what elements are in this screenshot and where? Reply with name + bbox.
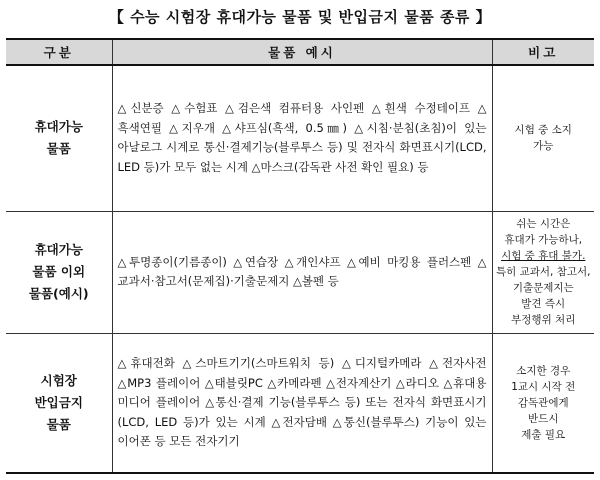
- note-line: 발견 즉시: [521, 298, 566, 310]
- category-cell: [6, 211, 112, 333]
- category-line: 시험장: [40, 372, 77, 388]
- note-line-underlined: 시험 중 휴대 불가.: [501, 250, 586, 262]
- table-row: [6, 211, 594, 333]
- items-cell: △신분증 △수험표 △검은색 컴퓨터용 사인펜 △흰색 수정테이프 △흑색연필 △지우개 △샤프심(흑색, 0.5㎜) △시침·분침(초침)이 있는 아날로그 시계로 통신·결제기능(블루투스 등) 및 전자식 화면표시기(LCD, LED 등)가 모두 없는 시계 △마스크(감독관 사전 확인 필요) 등: [112, 65, 492, 211]
- category-line: 물품 이외: [32, 264, 86, 279]
- note-line: 기출문제지는: [512, 282, 574, 294]
- note-line: 부정행위 처리: [511, 314, 576, 326]
- note-line: 특히 교과서, 참고서,: [496, 266, 591, 278]
- category-line: 반입금지: [34, 394, 83, 410]
- category-line: 물품: [46, 416, 71, 432]
- table-header-row: [6, 39, 594, 65]
- note-line: 1교시 시작 전: [511, 380, 576, 393]
- note-line: 소지한 경우: [516, 364, 571, 377]
- note-cell: [492, 333, 594, 473]
- note-line: 휴대가 가능하나,: [504, 234, 583, 246]
- note-line: 감독관에게: [517, 396, 569, 409]
- category-line: 물품: [46, 141, 71, 157]
- items-cell: △투명종이(기름종이) △연습장 △개인샤프 △예비 마킹용 플러스펜 △교과서·참고서(문제집)·기출문제지 △볼펜 등: [112, 211, 492, 333]
- note-line: 제출 필요: [521, 428, 566, 441]
- note-cell: [492, 211, 594, 333]
- note-line: 쉬는 시간은: [516, 218, 571, 230]
- category-line: 휴대가능: [34, 242, 83, 257]
- header-notes: 비고: [492, 39, 594, 65]
- category-cell: [6, 65, 112, 211]
- header-category: 구분: [6, 39, 112, 65]
- page-title: 【 수능 시험장 휴대가능 물품 및 반입금지 물품 종류 】: [108, 8, 492, 26]
- category-line: 휴대가능: [34, 119, 83, 135]
- table-row: [6, 65, 594, 211]
- note-line: 반드시: [528, 412, 559, 425]
- note-cell: [492, 65, 594, 211]
- category-line: 물품(예시): [28, 286, 89, 301]
- table-row: [6, 333, 594, 473]
- note-line: 가능: [533, 140, 554, 153]
- note-line: 시험 중 소지: [514, 124, 572, 137]
- items-cell: △휴대전화 △스마트기기(스마트워치 등) △디지털카메라 △전자사전 △MP3 플레이어 △태블릿PC △카메라펜 △전자계산기 △라디오 △휴대용 미디어 플레이어 △통신·결제 기능(블루투스 등) 또는 전자식 화면표시기(LCD, LED 등)가 있는 시계 △전자담배 △통신(블루투스) 기능이 있는 이어폰 등 모든 전자기기: [112, 333, 492, 473]
- header-examples: 물품 예시: [112, 39, 492, 65]
- items-table: [6, 38, 594, 474]
- category-cell: [6, 333, 112, 473]
